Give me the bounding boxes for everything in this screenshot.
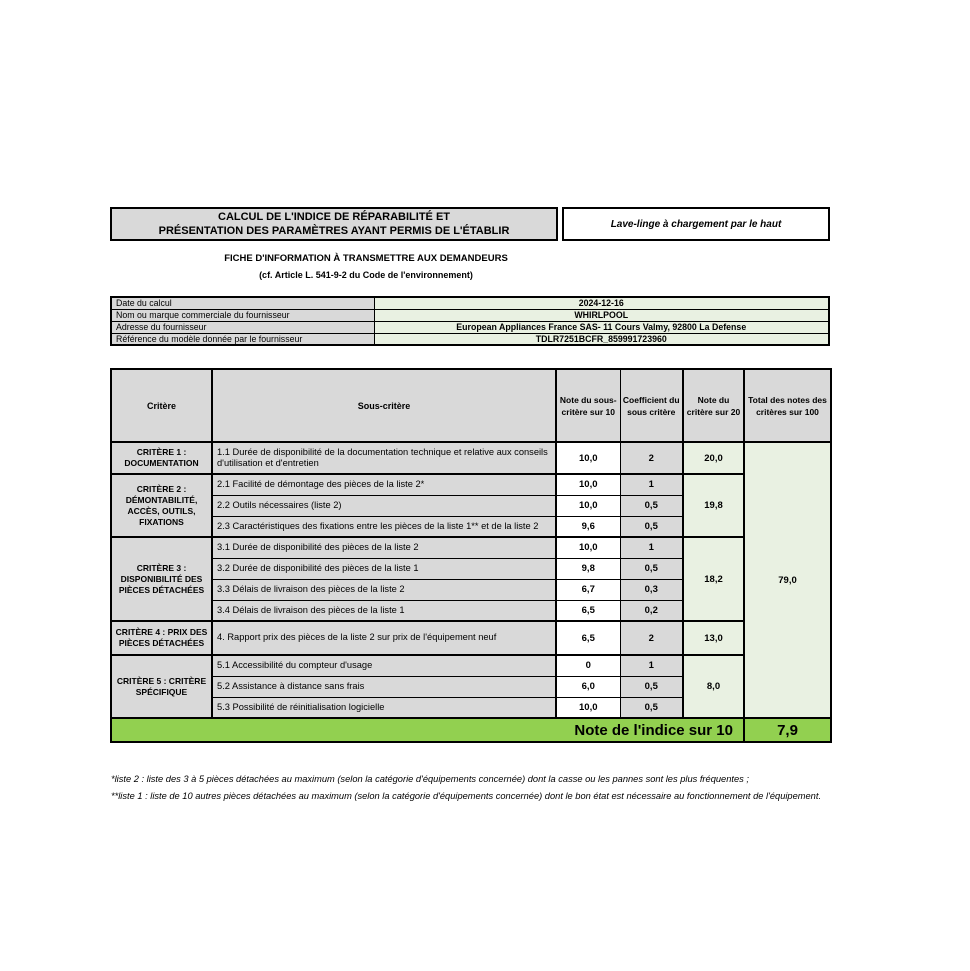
coeff-3-3: 0,3 bbox=[620, 579, 683, 600]
final-score-label: Note de l'indice sur 10 bbox=[111, 718, 744, 742]
coeff-2-2: 0,5 bbox=[620, 495, 683, 516]
header-note-critere: Note du critère sur 20 bbox=[683, 369, 744, 442]
document-title-line2: PRÉSENTATION DES PARAMÈTRES AYANT PERMIS DE L'ÉTABLIR bbox=[158, 225, 510, 237]
info-value-date: 2024-12-16 bbox=[374, 297, 829, 309]
subcriterion-3-2: 3.2 Durée de disponibilité des pièces de la liste 1 bbox=[212, 558, 556, 579]
criterion-4-name: CRITÈRE 4 : PRIX DES PIÈCES DÉTACHÉES bbox=[111, 621, 212, 655]
note20-criterion-5: 8,0 bbox=[683, 655, 744, 718]
coeff-5-1: 1 bbox=[620, 655, 683, 676]
header-note-sous-critere: Note du sous-critère sur 10 bbox=[556, 369, 620, 442]
header-critere: Critère bbox=[111, 369, 212, 442]
final-score-row bbox=[111, 718, 831, 742]
info-value-brand: WHIRLPOOL bbox=[374, 309, 829, 321]
subcriterion-3-3: 3.3 Délais de livraison des pièces de la liste 2 bbox=[212, 579, 556, 600]
info-value-address: European Appliances France SAS- 11 Cours Valmy, 92800 La Defense bbox=[374, 321, 829, 333]
info-label-date: Date du calcul bbox=[111, 297, 374, 309]
coeff-4: 2 bbox=[620, 621, 683, 655]
table-row bbox=[111, 297, 829, 309]
criterion-5-name: CRITÈRE 5 : CRITÈRE SPÉCIFIQUE bbox=[111, 655, 212, 718]
note10-3-1: 10,0 bbox=[556, 537, 620, 558]
document-title-line1: CALCUL DE L'INDICE DE RÉPARABILITÉ ET bbox=[218, 211, 450, 223]
subcriterion-2-3: 2.3 Caractéristiques des fixations entre les pièces de la liste 1** et de la liste 2 bbox=[212, 516, 556, 537]
subcriterion-2-1: 2.1 Facilité de démontage des pièces de la liste 2* bbox=[212, 474, 556, 495]
table-row bbox=[111, 621, 831, 655]
table-row bbox=[111, 655, 831, 676]
note10-3-4: 6,5 bbox=[556, 600, 620, 621]
info-label-address: Adresse du fournisseur bbox=[111, 321, 374, 333]
criteria-table-header bbox=[111, 369, 831, 442]
subcriterion-4: 4. Rapport prix des pièces de la liste 2 sur prix de l'équipement neuf bbox=[212, 621, 556, 655]
note10-3-2: 9,8 bbox=[556, 558, 620, 579]
note10-5-1: 0 bbox=[556, 655, 620, 676]
subcriterion-3-1: 3.1 Durée de disponibilité des pièces de la liste 2 bbox=[212, 537, 556, 558]
note10-2-2: 10,0 bbox=[556, 495, 620, 516]
table-row bbox=[111, 309, 829, 321]
subtitle-line2: (cf. Article L. 541-9-2 du Code de l'environnement) bbox=[259, 270, 473, 280]
coeff-1-1: 2 bbox=[620, 442, 683, 474]
coeff-2-3: 0,5 bbox=[620, 516, 683, 537]
footnote-liste1: **liste 1 : liste de 10 autres pièces détachées au maximum (selon la catégorie d'équipements concernée) dont le bon état est nécessaire au fonctionnement de l'équipement. bbox=[111, 791, 822, 801]
note20-criterion-3: 18,2 bbox=[683, 537, 744, 621]
title-row bbox=[110, 207, 830, 241]
document-title bbox=[110, 207, 558, 241]
coeff-3-2: 0,5 bbox=[620, 558, 683, 579]
subcriterion-2-2: 2.2 Outils nécessaires (liste 2) bbox=[212, 495, 556, 516]
header-sous-critere: Sous-critère bbox=[212, 369, 556, 442]
criteria-table bbox=[110, 368, 832, 743]
note10-1-1: 10,0 bbox=[556, 442, 620, 474]
criterion-1-name: CRITÈRE 1 : DOCUMENTATION bbox=[111, 442, 212, 474]
coeff-2-1: 1 bbox=[620, 474, 683, 495]
final-score-value: 7,9 bbox=[744, 718, 831, 742]
coeff-5-3: 0,5 bbox=[620, 697, 683, 718]
coeff-3-4: 0,2 bbox=[620, 600, 683, 621]
info-label-brand: Nom ou marque commerciale du fournisseur bbox=[111, 309, 374, 321]
subcriterion-5-3: 5.3 Possibilité de réinitialisation logicielle bbox=[212, 697, 556, 718]
coeff-3-1: 1 bbox=[620, 537, 683, 558]
subtitle-block bbox=[110, 251, 622, 283]
coeff-5-2: 0,5 bbox=[620, 676, 683, 697]
header-total: Total des notes des critères sur 100 bbox=[744, 369, 831, 442]
note20-criterion-1: 20,0 bbox=[683, 442, 744, 474]
note10-5-3: 10,0 bbox=[556, 697, 620, 718]
note10-2-1: 10,0 bbox=[556, 474, 620, 495]
header-coefficient: Coefficient du sous critère bbox=[620, 369, 683, 442]
note10-5-2: 6,0 bbox=[556, 676, 620, 697]
subcriterion-3-4: 3.4 Délais de livraison des pièces de la liste 1 bbox=[212, 600, 556, 621]
criterion-3-name: CRITÈRE 3 : DISPONIBILITÉ DES PIÈCES DÉTACHÉES bbox=[111, 537, 212, 621]
subtitle-line1: FICHE D'INFORMATION À TRANSMETTRE AUX DEMANDEURS bbox=[224, 253, 508, 264]
table-row bbox=[111, 537, 831, 558]
subcriterion-5-1: 5.1 Accessibilité du compteur d'usage bbox=[212, 655, 556, 676]
footnotes bbox=[111, 771, 837, 805]
table-row bbox=[111, 333, 829, 345]
note10-4: 6,5 bbox=[556, 621, 620, 655]
table-row bbox=[111, 474, 831, 495]
note20-criterion-2: 19,8 bbox=[683, 474, 744, 537]
footnote-liste2: *liste 2 : liste des 3 à 5 pièces détachées au maximum (selon la catégorie d'équipements concernée) dont la casse ou les pannes sont les plus fréquentes ; bbox=[111, 774, 749, 784]
note10-2-3: 9,6 bbox=[556, 516, 620, 537]
total-sur-100: 79,0 bbox=[744, 442, 831, 718]
subcriterion-1-1: 1.1 Durée de disponibilité de la documentation technique et relative aux conseils d'utilisation et d'entretien bbox=[212, 442, 556, 474]
subcriterion-5-2: 5.2 Assistance à distance sans frais bbox=[212, 676, 556, 697]
criterion-2-name: CRITÈRE 2 : DÉMONTABILITÉ, ACCÈS, OUTILS, FIXATIONS bbox=[111, 474, 212, 537]
info-label-reference: Référence du modèle donnée par le fournisseur bbox=[111, 333, 374, 345]
info-value-reference: TDLR7251BCFR_859991723960 bbox=[374, 333, 829, 345]
supplier-info-table bbox=[110, 296, 830, 346]
product-category: Lave-linge à chargement par le haut bbox=[562, 207, 830, 241]
table-row bbox=[111, 442, 831, 474]
table-row bbox=[111, 321, 829, 333]
note20-criterion-4: 13,0 bbox=[683, 621, 744, 655]
note10-3-3: 6,7 bbox=[556, 579, 620, 600]
